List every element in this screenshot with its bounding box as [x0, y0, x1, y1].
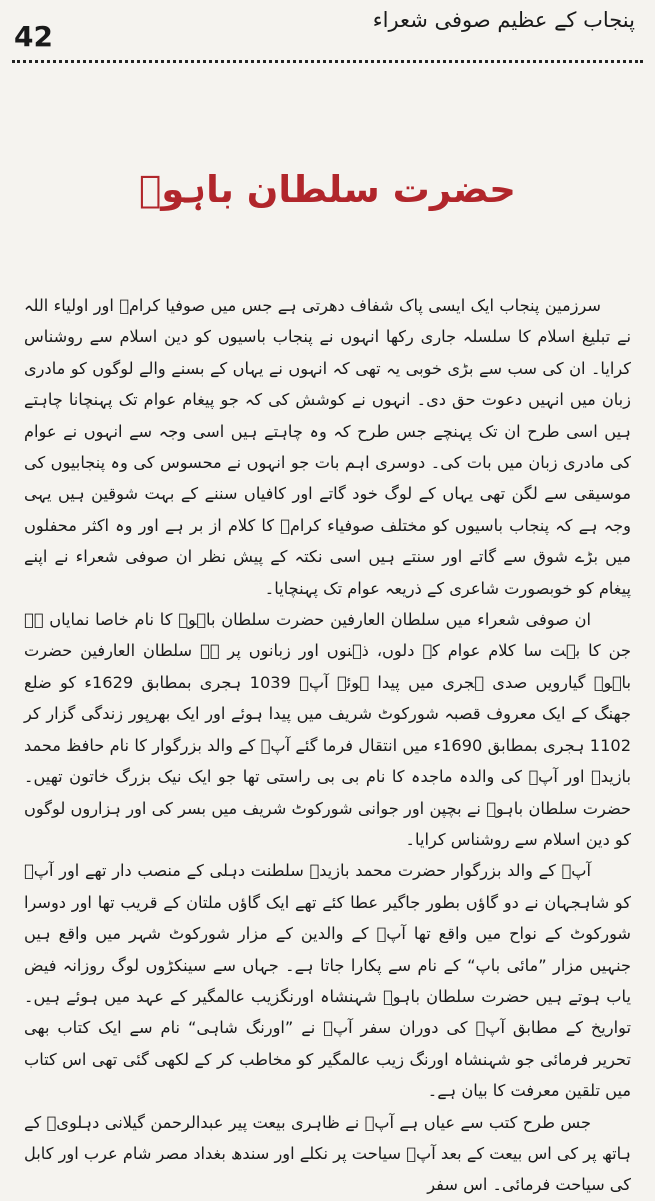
body-text: [24, 290, 631, 1201]
page-header: [0, 0, 655, 60]
header-divider: [12, 60, 643, 63]
paragraph: آپؒ کے والد بزرگوار حضرت محمد بازیدؒ سلطنت دہلی کے منصب دار تھے اور آپؒ کو شاہجہان نے دو گاؤں بطور جاگیر عطا کئے تھے ایک گاؤں ملتان کے قریب تھا اور دوسرا شورکوٹ کے نواح میں واقع تھا آپؒ کے والدین کے مزار شورکوٹ شہر میں واقع ہیں جنہیں مزار ”مائی باپ“ کے نام سے پکارا جاتا ہے۔ جہاں سے سینکڑوں لوگ روزانہ فیض یاب ہوتے ہیں حضرت سلطان باہوؒ شہنشاہ اورنگزیب عالمگیر کے عہد میں ہوئے ہیں۔ تواریخ کے مطابق آپؒ کی دوران سفر آپؒ نے ”اورنگ شاہی“ نام سے ایک کتاب بھی تحریر فرمائی جو شہنشاہ اورنگ زیب عالمگیر کو مخاطب کر کے لکھی گئی تھی اس کتاب میں تلقین معرفت کا بیان ہے۔: [24, 861, 631, 1101]
paragraph: سرزمین پنجاب ایک ایسی پاک شفاف دھرتی ہے جس میں صوفیا کرامؒ اور اولیاء اللہ نے تبلیغ اسلام کا سلسلہ جاری رکھا انہوں نے پنجاب باسیوں کو دین اسلام سے روشناس کرایا۔ ان کی سب سے بڑی خوبی یہ تھی کہ انہوں نے یہاں کے بسنے والے لوگوں کو مادری زبان میں انہیں دعوت حق دی۔ انہوں نے کوشش کی کہ جو پیغام عوام تک پہنچانا چاہتے ہیں اسی طرح ان تک پہنچے جس طرح کہ وہ چاہتے ہیں اسی وجہ سے انہوں نے عوام کی مادری زبان میں بات کی۔ دوسری اہم بات جو انہوں نے محسوس کی وہ پنجابیوں کی موسیقی سے لگن تھی یہاں کے لوگ خود گاتے اور کافیاں سننے کے بہت شوقین ہیں یہی وجہ ہے کہ پنجاب باسیوں کو مختلف صوفیاء کرامؒ کا کلام از بر ہے اور وہ اکثر محفلوں میں بڑے شوق سے گاتے اور سنتے ہیں اسی نکتہ کے پیش نظر ان صوفی شعراء نے اپنے پیغام کو خوبصورت شاعری کے ذریعہ عوام تک پہنچایا۔: [24, 296, 631, 598]
chapter-title: حضرت سلطان باہوؒ: [139, 168, 516, 211]
paragraph: جس طرح کتب سے عیاں ہے آپؒ نے ظاہری بیعت پیر عبدالرحمن گیلانی دہلویؒ کے ہاتھ پر کی اس بیعت کے بعد آپؒ سیاحت پر نکلے اور سندھ بغداد مصر شام عرب اور کابل کی سیاحت فرمائی۔ اس سفر: [24, 1112, 631, 1195]
running-title: پنجاب کے عظیم صوفی شعراء: [372, 8, 635, 32]
page-number: 42: [14, 20, 53, 53]
paragraph: ان صوفی شعراء میں سلطان العارفین حضرت سلطان باہوؒ کا نام خاصا نمایاں ہے جن کا بہت سا کلام عوام کے دلوں، ذہنوں اور زبانوں پر ہے سلطان العارفین حضرت باہوؒ گیارویں صدی ہجری میں پیدا ہوئے آپؒ 1039 ہجری بمطابق 1629ء کو ضلع جھنگ کے ایک معروف قصبہ شورکوٹ شریف میں پیدا ہوئے اور ایک بھرپور زندگی گزار کر 1102 ہجری بمطابق 1690ء میں انتقال فرما گئے آپؒ کے والد بزرگوار کا نام حافظ محمد بازیدؒ اور آپؒ کی والدہ ماجدہ کا نام بی بی راستی تھا جو ایک نیک بزرگ خاتون تھیں۔ حضرت سلطان باہوؒ نے بچپن اور جوانی شورکوٹ شریف میں بسر کی اور ہزاروں لوگوں کو دین اسلام سے روشناس کرایا۔: [24, 610, 631, 849]
